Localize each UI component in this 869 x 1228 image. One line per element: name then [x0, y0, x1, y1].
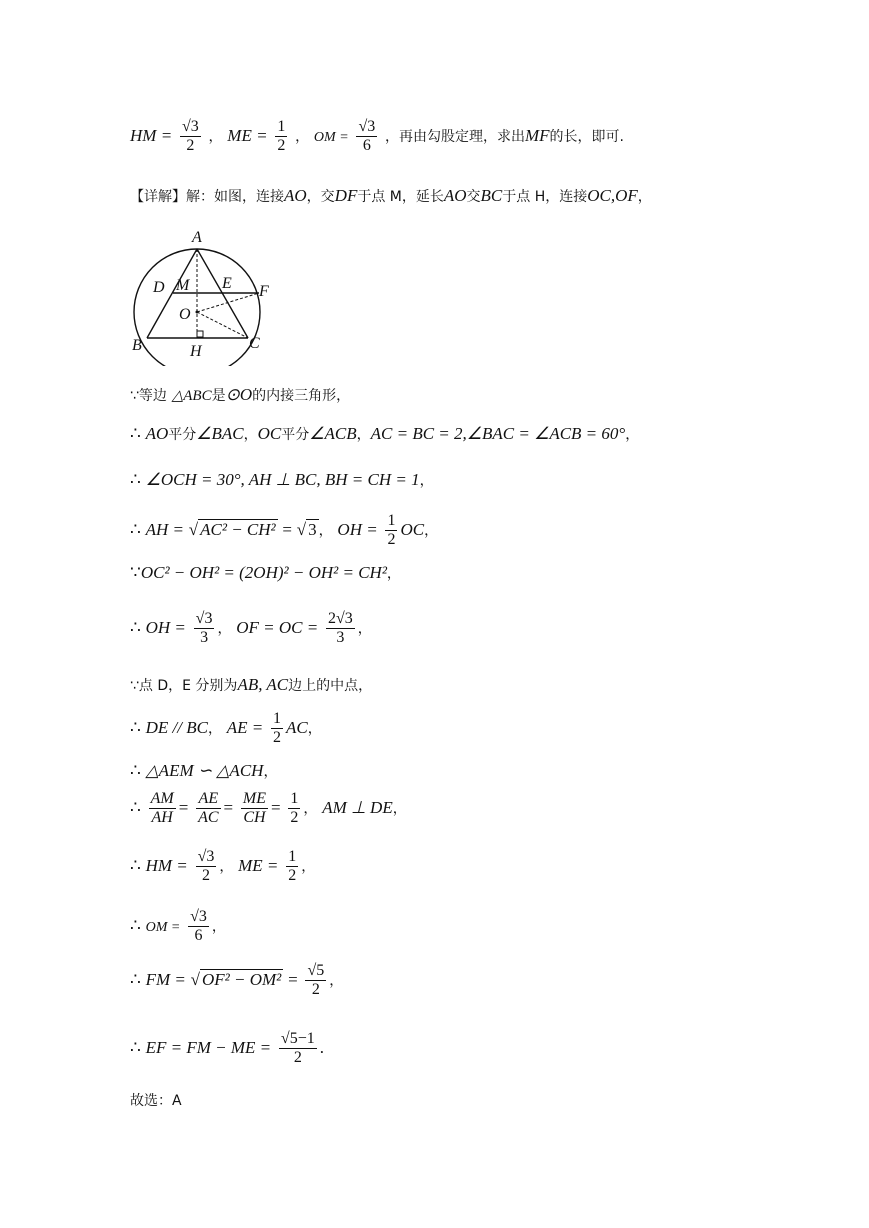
label-e: E: [222, 275, 232, 292]
line-6: ∴ AH = √ AC² − CH² = √ 3 ， OH = $\frac{1}{2}$ OC，: [130, 512, 439, 549]
line-15: ∴ FM = √ OF² − OM² = $\frac{√5}{2}$ ，: [130, 962, 344, 999]
line-13: ∴ HM = $\frac{√3}{2}$ ， ME = $\frac{1}{2}$ ，: [130, 848, 316, 885]
fraction: $\frac{√3}{2}$: [181, 118, 199, 155]
line-9: ∵点 D，E 分别为AB, AC边上的中点，: [130, 675, 373, 694]
line-4: ∴ AO平分∠BAC，OC平分∠ACB，AC = BC = 2,∠BAC = ∠ACB = 60°，: [130, 424, 640, 443]
geometry-figure: [131, 226, 276, 366]
line-11: ∴ △AEM ∽ △ACH，: [130, 761, 278, 780]
segment-of: [197, 293, 259, 312]
label-b: B: [132, 337, 142, 354]
line-1: HM = $\frac{√3}{2}$ ， ME = $\frac{1}{2}$ ， OM = $\frac{√3}{6}$ ，再由勾股定理，求出MF的长，即可.: [130, 118, 624, 155]
line-10: ∴ DE // BC， AE = $\frac{1}{2}$ AC，: [130, 710, 322, 747]
answer-line: 故选：A: [130, 1093, 182, 1109]
point-o: [196, 311, 199, 314]
line-12: ∴ $\frac{AM}{AH}$ = $\frac{AE}{AC}$ = $\frac{ME}{CH}$ = $\frac{1}{2}$ ， AM ⊥ DE，: [130, 790, 407, 827]
label-f: F: [259, 283, 269, 300]
right-angle-mark: [197, 331, 203, 337]
line-3: ∵等边 △ABC是⊙O的内接三角形，: [130, 385, 351, 404]
label-h: H: [190, 343, 202, 360]
label-c: C: [249, 335, 260, 352]
line-8: ∴ OH = $\frac{√3}{3}$ ， OF = OC = $\frac{2√3}{3}$ ，: [130, 610, 372, 647]
line-5: ∴ ∠OCH = 30°, AH ⊥ BC, BH = CH = 1，: [130, 470, 434, 489]
label-a: A: [192, 229, 202, 246]
line-16: ∴ EF = FM − ME = $\frac{√5-1}{2}$ .: [130, 1030, 324, 1067]
label-d: D: [153, 279, 165, 296]
line-7: ∵OC² − OH² = (2OH)² − OH² = CH²，: [130, 563, 401, 582]
label-o: O: [179, 306, 191, 323]
line-2: 【详解】解：如图，连接AO，交DF于点 M，延长AO交BC于点 H，连接OC,OF，: [130, 186, 652, 205]
line-14: ∴ OM = $\frac{√3}{6}$ ，: [130, 908, 226, 945]
label-m: M: [176, 277, 190, 294]
